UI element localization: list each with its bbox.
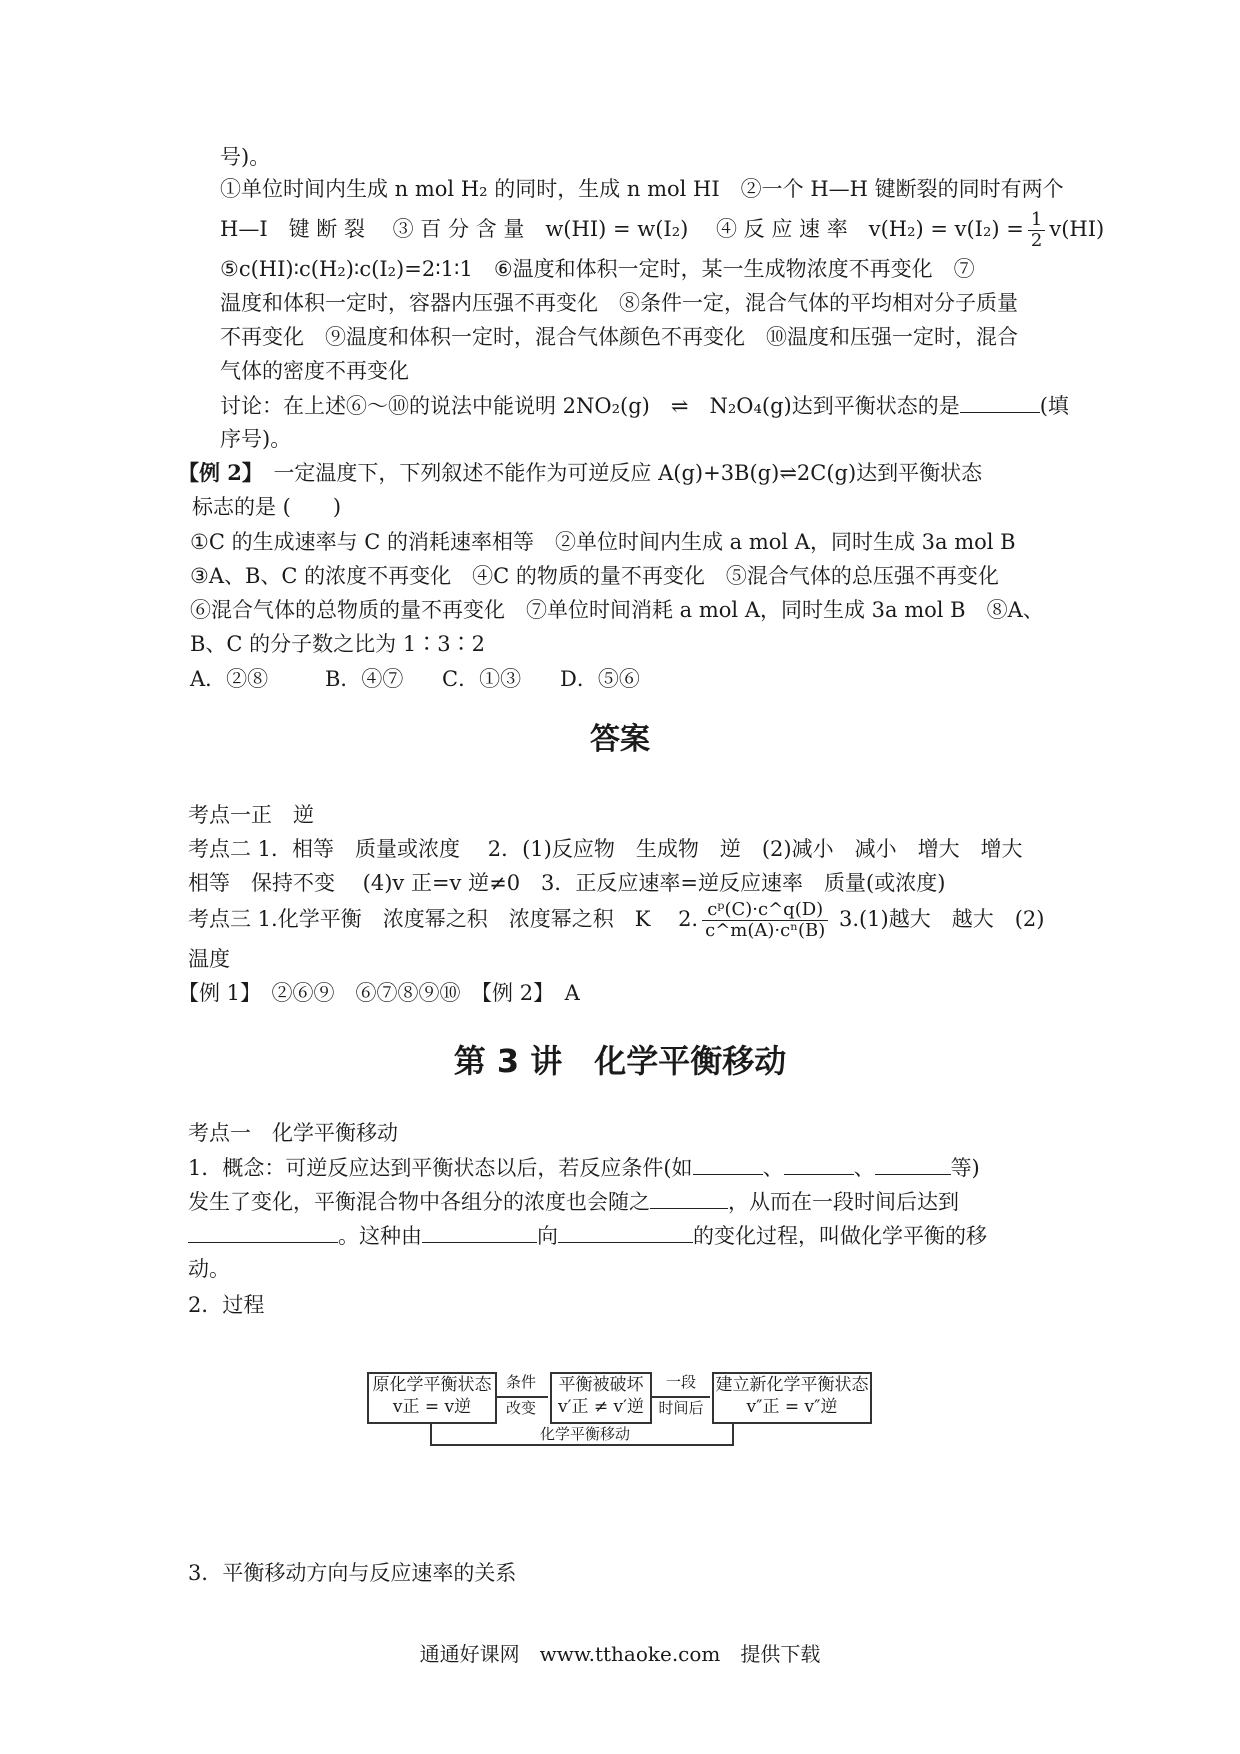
text-segment: 3.(1)越大 越大 (2) xyxy=(838,907,1045,931)
connector-line xyxy=(430,1422,432,1444)
text-line: ①单位时间内生成 n mol H₂ 的同时，生成 n mol HI ②一个 H—H 键断裂的同时有两个 xyxy=(220,177,1064,201)
fill-blank xyxy=(188,1220,338,1243)
box-equilibrium-broken xyxy=(550,1372,652,1424)
lecture-heading: 第 3 讲 化学平衡移动 xyxy=(453,1042,787,1080)
connector-line xyxy=(732,1422,734,1446)
text-segment: (填 xyxy=(1039,394,1069,418)
box-original-equilibrium xyxy=(367,1372,497,1424)
box-subtitle: v正 = v逆 xyxy=(392,1397,472,1417)
text-line: B、C 的分子数之比为 1∶3∶2 xyxy=(190,632,485,656)
box-subtitle: v′正 ≠ v′逆 xyxy=(558,1397,644,1417)
fraction-denominator: 2 xyxy=(1030,230,1043,251)
arrow-label-bottom: 时间后 xyxy=(658,1399,704,1417)
text-line: ⑥混合气体的总物质的量不再变化 ⑦单位时间消耗 a mol A，同时生成 3a mol B ⑧A、 xyxy=(190,598,1044,622)
fraction xyxy=(1028,210,1045,251)
option-b: B．④⑦ xyxy=(325,667,404,691)
text-line: 标志的是 ( ) xyxy=(192,495,342,519)
text-segment: 。这种由 xyxy=(338,1224,422,1248)
text-line: 相等 保持不变 (4)v 正=v 逆≠0 3．正反应速率=逆反应速率 质量(或浓度) xyxy=(188,871,946,895)
text-line xyxy=(188,1186,959,1217)
text-line: ⑤c(HI)∶c(H₂)∶c(I₂)=2∶1∶1 ⑥温度和体积一定时，某一生成物浓度不再变化 ⑦ xyxy=(220,257,975,281)
box-title: 平衡被破坏 xyxy=(558,1375,644,1395)
option-a: A．②⑧ xyxy=(190,667,269,691)
fraction xyxy=(702,900,828,941)
text-line: ①C 的生成速率与 C 的消耗速率相等 ②单位时间内生成 a mol A，同时生成 3a mol B xyxy=(190,530,1016,554)
text-line: 号)。 xyxy=(220,145,271,169)
text-segment: 发生了变化，平衡混合物中各组分的浓度也会随之 xyxy=(188,1190,650,1214)
text-segment: 、 xyxy=(762,1156,784,1180)
fill-blank xyxy=(875,1152,951,1175)
fill-blank xyxy=(558,1220,693,1243)
fraction-numerator: 1 xyxy=(1028,210,1045,231)
text-line: 气体的密度不再变化 xyxy=(220,359,409,383)
box-title: 原化学平衡状态 xyxy=(372,1375,492,1395)
text-segment: 1．概念：可逆反应达到平衡状态以后，若反应条件(如 xyxy=(188,1156,693,1180)
arrow-label-top: 一段 xyxy=(665,1373,696,1391)
fraction-denominator: c^m(A)·cⁿ(B) xyxy=(705,920,826,941)
box-new-equilibrium xyxy=(712,1372,872,1424)
text-line: 序号)。 xyxy=(220,427,292,451)
arrow-label-bottom: 改变 xyxy=(505,1399,536,1417)
text-line xyxy=(188,1152,980,1183)
text-segment: H—I 键 断 裂 ③ 百 分 含 量 w(HI) = w(I₂) ④ 反 应 速 率 v(H₂) = v(I₂) = xyxy=(220,217,1024,241)
fill-blank xyxy=(784,1152,854,1175)
page-footer: 通通好课网 www.tthaoke.com 提供下载 xyxy=(419,1642,821,1666)
text-line xyxy=(220,390,1069,421)
example-label: 【例 2】 xyxy=(178,460,253,485)
text-line xyxy=(188,900,1044,941)
option-d: D．⑤⑥ xyxy=(560,667,640,691)
text-segment: ，从而在一段时间后达到 xyxy=(728,1190,959,1214)
section-title: 考点一 化学平衡移动 xyxy=(188,1121,398,1145)
text-line: 【例 1】 ②⑥⑨ ⑥⑦⑧⑨⑩ 【例 2】 A xyxy=(178,981,580,1005)
text-line xyxy=(220,210,1104,251)
bottom-label: 化学平衡移动 xyxy=(500,1424,670,1444)
text-line xyxy=(188,1220,987,1251)
text-line: 考点一正 逆 xyxy=(188,803,314,827)
fill-blank xyxy=(693,1152,763,1175)
text-segment: 考点三 1.化学平衡 浓度幂之积 浓度幂之积 K 2. xyxy=(188,907,699,931)
subsection-title: 3．平衡移动方向与反应速率的关系 xyxy=(188,1561,517,1585)
text-segment: 、 xyxy=(853,1156,875,1180)
fill-blank xyxy=(960,390,1040,413)
text-segment: v(HI) xyxy=(1049,217,1105,241)
answer-heading: 答案 xyxy=(590,722,650,757)
text-segment: 等) xyxy=(950,1156,980,1180)
text-segment: 讨论：在上述⑥～⑩的说法中能说明 2NO₂(g) ⇌ N₂O₄(g)达到平衡状态的是 xyxy=(220,394,960,418)
text-line xyxy=(178,458,982,488)
box-subtitle: v″正 = v″逆 xyxy=(746,1397,838,1417)
text-line: 温度和体积一定时，容器内压强不再变化 ⑧条件一定，混合气体的平均相对分子质量 xyxy=(220,291,1018,315)
box-title: 建立新化学平衡状态 xyxy=(715,1375,869,1395)
text-line: 温度 xyxy=(188,947,230,971)
subsection-title: 2．过程 xyxy=(188,1293,265,1317)
fill-blank xyxy=(422,1220,537,1243)
text-line: 不再变化 ⑨温度和体积一定时，混合气体颜色不再变化 ⑩温度和压强一定时，混合 xyxy=(220,325,1018,349)
option-c: C．①③ xyxy=(442,667,522,691)
text-line: ③A、B、C 的浓度不再变化 ④C 的物质的量不再变化 ⑤混合气体的总压强不再变化 xyxy=(190,564,999,588)
text-segment: 向 xyxy=(537,1224,558,1248)
text-segment: 的变化过程，叫做化学平衡的移 xyxy=(693,1224,987,1248)
text-segment: 一定温度下，下列叙述不能作为可逆反应 A(g)+3B(g)⇌2C(g)达到平衡状态 xyxy=(273,461,983,485)
text-line: 动。 xyxy=(188,1257,230,1281)
connector-line xyxy=(430,1444,734,1446)
fill-blank xyxy=(650,1186,728,1209)
text-line: 考点二 1．相等 质量或浓度 2．(1)反应物 生成物 逆 (2)减小 减小 增大 增大 xyxy=(188,837,1023,861)
fraction-numerator: cᵖ(C)·c^q(D) xyxy=(702,900,828,921)
arrow-label-top: 条件 xyxy=(505,1373,536,1391)
